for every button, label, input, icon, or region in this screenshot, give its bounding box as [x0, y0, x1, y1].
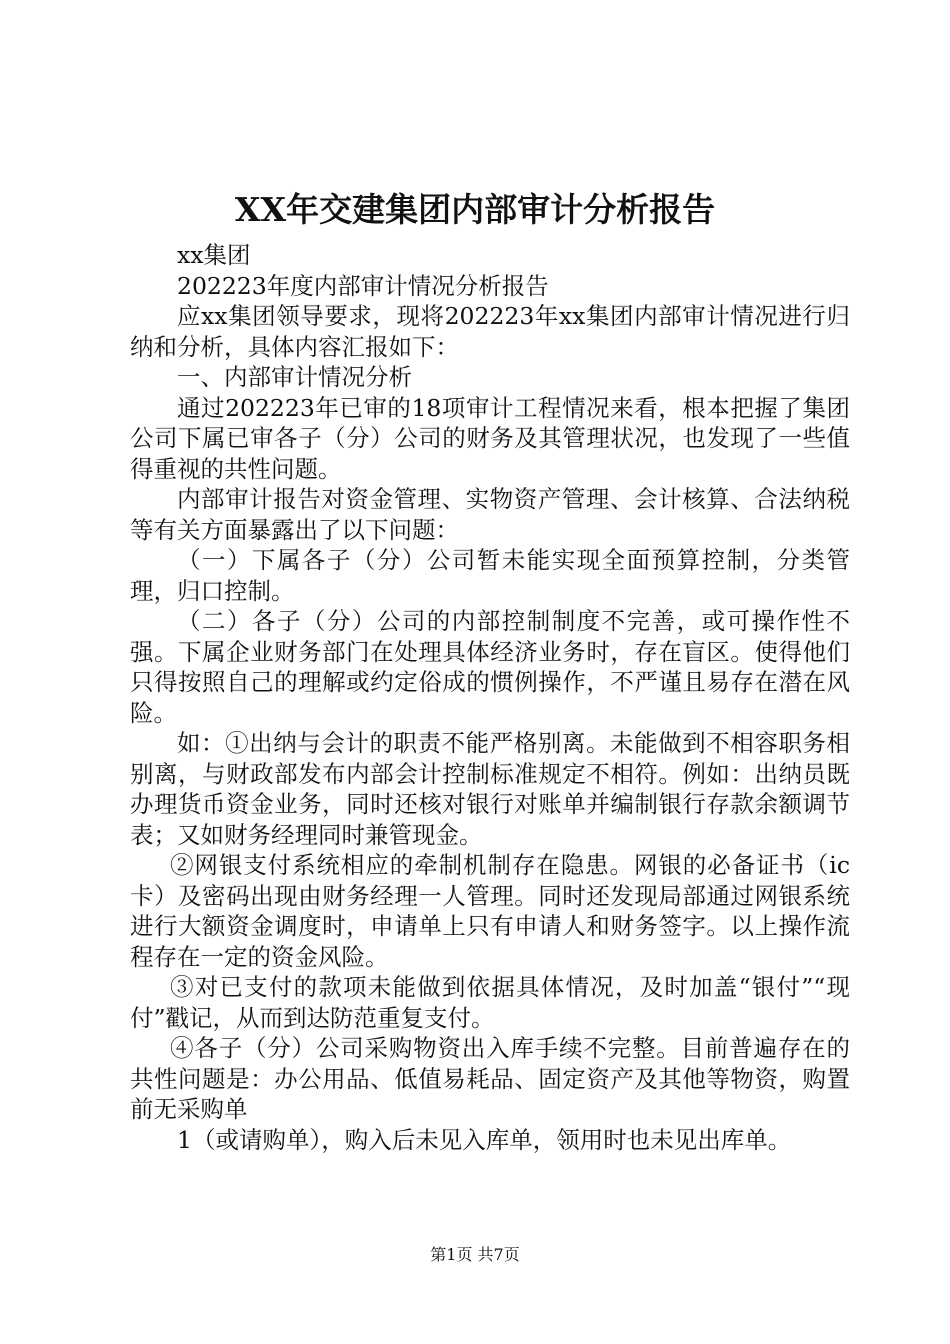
document-title: XX年交建集团内部审计分析报告 [234, 190, 716, 229]
section-heading-1: 一、内部审计情况分析 [177, 363, 412, 391]
paragraph-example-2: ②网银支付系统相应的牵制机制存在隐患。网银的必备证书（ic卡）及密码出现由财务经理一人管理。同时还发现局部通过网银系统进行大额资金调度时，申请单上只有申请人和财务签字。以上操作流程存在一定的资金风险。 [130, 851, 850, 971]
paragraph-issue-1: （一）下属各子（分）公司暂未能实现全面预算控制，分类管理，归口控制。 [130, 546, 850, 605]
paragraph-overview: 通过202223年已审的18项审计工程情况来看，根本把握了集团公司下属已审各子（分）公司的财务及其管理状况，也发现了一些值得重视的共性问题。 [130, 393, 850, 483]
paragraph-org: xx集团 [177, 241, 251, 269]
page-number: 第1页 共7页 [430, 1245, 520, 1264]
paragraph-issues-intro: 内部审计报告对资金管理、实物资产管理、会计核算、合法纳税等有关方面暴露出了以下问题： [130, 485, 850, 544]
paragraph-example-3: ③对已支付的款项未能做到依据具体情况，及时加盖“银付”“现付”戳记，从而到达防范重复支付。 [130, 973, 850, 1032]
paragraph-example-1: 如：①出纳与会计的职责不能严格别离。未能做到不相容职务相别离，与财政部发布内部会计控制标准规定不相符。例如：出纳员既办理货币资金业务，同时还核对银行对账单并编制银行存款余额调节表；又如财务经理同时兼管现金。 [130, 729, 850, 849]
paragraph-continuation: 1（或请购单），购入后未见入库单，领用时也未见出库单。 [177, 1125, 792, 1154]
document-body [130, 240, 850, 1155]
paragraph-report-name: 202223年度内部审计情况分析报告 [177, 271, 549, 300]
paragraph-example-4: ④各子（分）公司采购物资出入库手续不完整。目前普遍存在的共性问题是：办公用品、低值易耗品、固定资产及其他等物资，购置前无采购单 [130, 1034, 850, 1123]
paragraph-intro: 应xx集团领导要求，现将202223年xx集团内部审计情况进行归纳和分析，具体内容汇报如下： [130, 302, 850, 361]
paragraph-issue-2: （二）各子（分）公司的内部控制制度不完善，或可操作性不强。下属企业财务部门在处理具体经济业务时，存在盲区。使得他们只得按照自己的理解或约定俗成的惯例操作，不严谨且易存在潜在风险。 [130, 607, 850, 727]
